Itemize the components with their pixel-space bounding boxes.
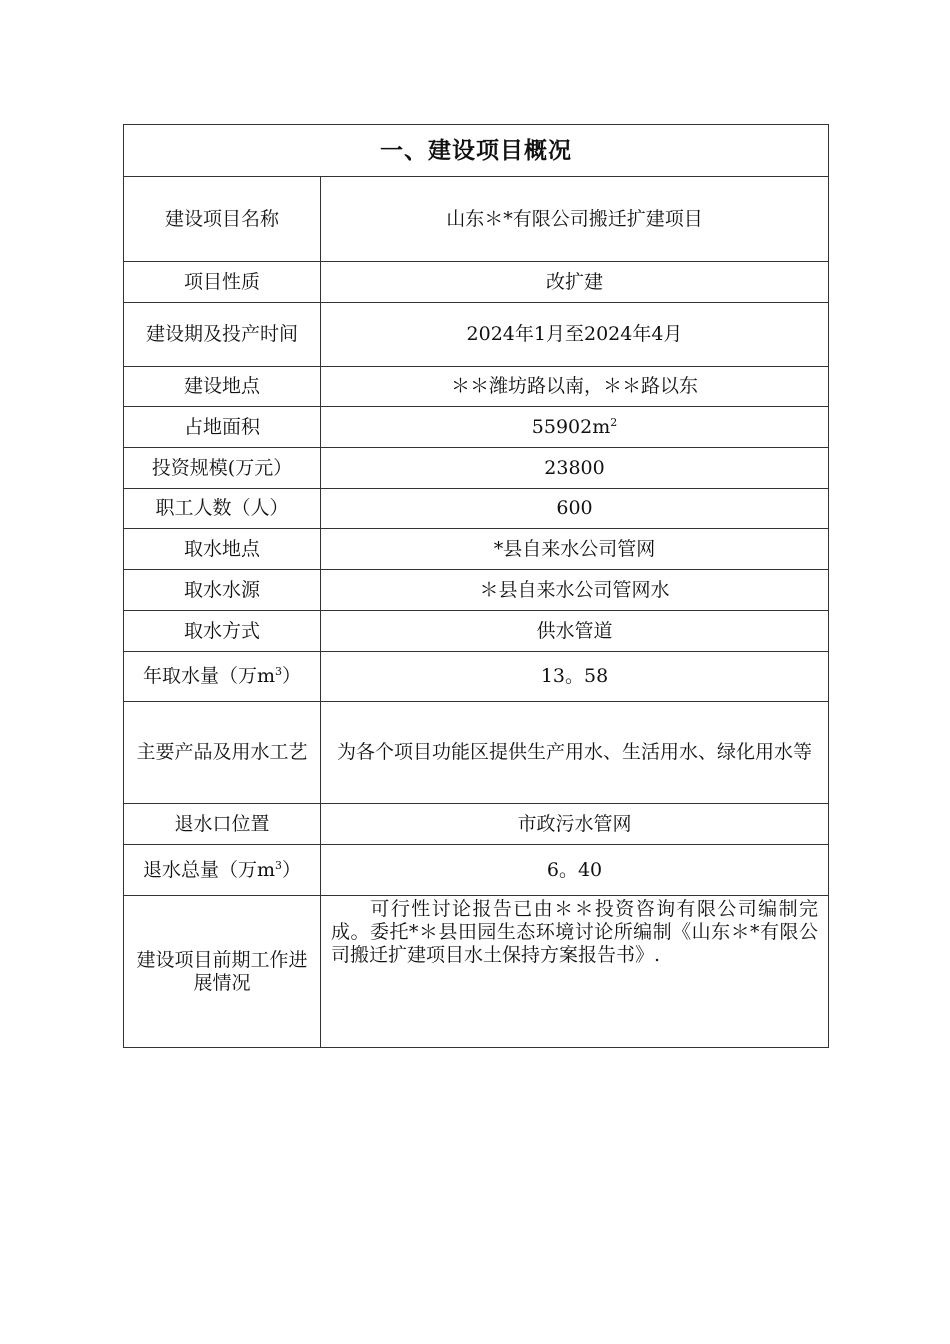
row-value-construction-period: 2024年1月至2024年4月 [321, 303, 829, 367]
table-row [124, 570, 829, 611]
table-row [124, 702, 829, 804]
row-label-project-nature: 项目性质 [124, 262, 321, 303]
table-row [124, 529, 829, 570]
annual-intake-label-close: ） [282, 665, 302, 687]
row-label-preliminary-progress: 建设项目前期工作进展情况 [124, 896, 321, 1048]
row-label-water-intake-site: 取水地点 [124, 529, 321, 570]
row-label-land-area: 占地面积 [124, 407, 321, 448]
discharge-total-label-close: ） [282, 858, 302, 881]
table-row [124, 845, 829, 896]
project-overview-table [123, 124, 829, 1048]
table-row [124, 489, 829, 529]
table-row [124, 896, 829, 1048]
row-value-water-source: ＊县自来水公司管网水 [321, 570, 829, 611]
row-label-investment: 投资规模(万元） [124, 448, 321, 489]
table-row [124, 652, 829, 702]
row-value-staff-count: 600 [321, 489, 829, 529]
table-row [124, 303, 829, 367]
discharge-total-unit-superscript: 3 [275, 858, 282, 872]
row-label-construction-period: 建设期及投产时间 [124, 303, 321, 367]
annual-intake-unit-superscript: 3 [275, 665, 282, 678]
row-value-preliminary-progress [321, 896, 829, 1048]
row-label-intake-method: 取水方式 [124, 611, 321, 652]
row-value-water-intake-site: *县自来水公司管网 [321, 529, 829, 570]
row-label-water-source: 取水水源 [124, 570, 321, 611]
table-row [124, 804, 829, 845]
row-value-location: ＊＊潍坊路以南，＊＊路以东 [321, 367, 829, 407]
row-label-annual-intake [124, 652, 321, 702]
row-value-investment: 23800 [321, 448, 829, 489]
row-label-staff-count: 职工人数（人） [124, 489, 321, 529]
table-row [124, 448, 829, 489]
table-row [124, 262, 829, 303]
row-label-outfall-location: 退水口位置 [124, 804, 321, 845]
row-label-discharge-total [124, 845, 321, 896]
table-row [124, 611, 829, 652]
land-area-unit-superscript: 2 [610, 415, 618, 429]
table-row [124, 177, 829, 262]
row-value-annual-intake: 13。58 [321, 652, 829, 702]
row-value-project-nature: 改扩建 [321, 262, 829, 303]
row-label-products-process: 主要产品及用水工艺 [124, 702, 321, 804]
land-area-number: 55902m [531, 415, 611, 438]
row-value-intake-method: 供水管道 [321, 611, 829, 652]
table-row [124, 367, 829, 407]
row-value-outfall-location: 市政污水管网 [321, 804, 829, 845]
preliminary-progress-text: 可行性讨论报告已由＊＊投资咨询有限公司编制完成。委托*＊县田园生态环境讨论所编制《山东＊*有限公司搬迁扩建项目水土保持方案报告书》. [331, 898, 818, 966]
row-value-project-name: 山东＊*有限公司搬迁扩建项目 [321, 177, 829, 262]
table-title: 一、建设项目概况 [124, 125, 829, 177]
row-label-project-name: 建设项目名称 [124, 177, 321, 262]
row-label-location: 建设地点 [124, 367, 321, 407]
table-row [124, 407, 829, 448]
row-value-discharge-total: 6。40 [321, 845, 829, 896]
discharge-total-label-text: 退水总量（万m [142, 858, 275, 881]
row-value-land-area [321, 407, 829, 448]
row-value-products-process: 为各个项目功能区提供生产用水、生活用水、绿化用水等 [321, 702, 829, 804]
annual-intake-label-text: 年取水量（万m [142, 665, 275, 687]
